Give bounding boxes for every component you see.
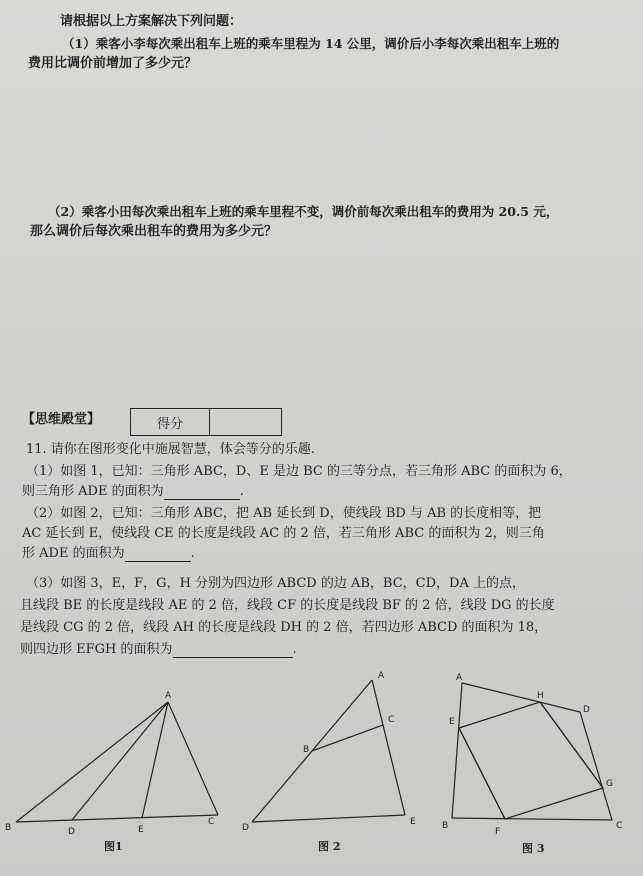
fig1-segment-bc — [16, 815, 218, 822]
intro-text: 请根据以上方案解决下列问题： — [60, 14, 243, 29]
fig3-quad-efgh — [459, 702, 603, 819]
problem-11-3-line-2: 且线段 BE 的长度是线段 AE 的 2 倍，线段 CF 的长度是线段 BF 的 2 倍，线段 DG 的长度 — [20, 598, 555, 613]
fig1-label-e: E — [138, 825, 144, 835]
fig2-segment-de — [252, 815, 405, 822]
score-label: 得分 — [131, 409, 210, 435]
problem-11-3-line-3: 是线段 CG 的 2 倍，线段 AH 的长度是线段 DH 的 2 倍，若四边形 ABCD 的面积为 18， — [20, 620, 548, 635]
question-1-line-1: （1）乘客小李每次乘出租车上班的乘车里程为 14 公里，调价后小李每次乘出租车上班的 — [62, 36, 560, 51]
fig2-segment-ae — [372, 680, 405, 815]
fig2-label-d: D — [242, 823, 249, 833]
fig3-label-g: G — [606, 779, 613, 789]
fig1-label-b: B — [5, 823, 12, 833]
problem-11-3-line-4: 则四边形 EFGH 的面积为 . — [20, 642, 297, 657]
fig1-caption: 图1 — [104, 840, 123, 853]
fig2-label-b: B — [303, 745, 310, 755]
fig2-label-a: A — [378, 671, 385, 681]
fig3-label-d: D — [583, 705, 590, 715]
figure-2 — [252, 680, 405, 822]
fig1-label-d: D — [68, 827, 75, 837]
fig3-label-b: B — [442, 821, 449, 831]
problem-11-2-line-1: （2）如图 2，已知：三角形 ABC，把 AB 延长到 D，使线段 BD 与 AB 的长度相等，把 — [26, 506, 542, 521]
problem-11-3-line-1: （3）如图 3，E，F，G，H 分别为四边形 ABCD 的边 AB，BC，CD，DA 上的点， — [26, 576, 525, 591]
problem-11-1-line-2: 则三角形 ADE 的面积为 . — [22, 484, 244, 499]
figure-3 — [452, 683, 612, 820]
fig1-label-a: A — [165, 691, 172, 701]
fig3-label-c: C — [616, 821, 623, 831]
section-title: 【思维殿堂】 — [22, 412, 101, 427]
question-1-line-2: 费用比调价前增加了多少元？ — [28, 56, 198, 71]
fig1-segment-ac — [168, 702, 218, 815]
question-2-line-1: （2）乘客小田每次乘出租车上班的乘车里程不变，调价前每次乘出租车的费用为 20.5 元， — [48, 204, 559, 219]
fig3-segment-ef — [459, 728, 505, 819]
question-2-line-2: 那么调价后每次乘出租车的费用为多少元？ — [30, 224, 278, 239]
fig3-label-a: A — [456, 673, 463, 683]
fig2-caption: 图 2 — [318, 840, 341, 853]
fig2-label-e: E — [410, 817, 416, 827]
fig3-label-e: E — [449, 717, 455, 727]
fig3-label-h: H — [537, 691, 544, 701]
fig1-segment-ad — [72, 702, 168, 820]
figure-1 — [16, 702, 218, 822]
fig2-label-c: C — [388, 715, 395, 725]
fig3-label-f: F — [495, 827, 501, 837]
problem-11-intro: 11. 请你在图形变化中施展智慧，体会等分的乐趣. — [26, 442, 315, 457]
fig3-quad-abcd — [452, 683, 612, 820]
problem-11-2-line-3: 形 ADE 的面积为 . — [22, 546, 195, 561]
fig3-segment-hg — [540, 702, 603, 788]
problem-11-1-line-1: （1）如图 1，已知：三角形 ABC，D、E 是边 BC 的三等分点，若三角形 ABC 的面积为 6， — [26, 464, 572, 479]
problem-11-2-line-2: AC 延长到 E，使线段 CE 的长度是线段 AC 的 2 倍，若三角形 ABC 的面积为 2，则三角 — [22, 526, 545, 541]
fig3-caption: 图 3 — [522, 842, 545, 855]
fig1-label-c: C — [208, 817, 215, 827]
